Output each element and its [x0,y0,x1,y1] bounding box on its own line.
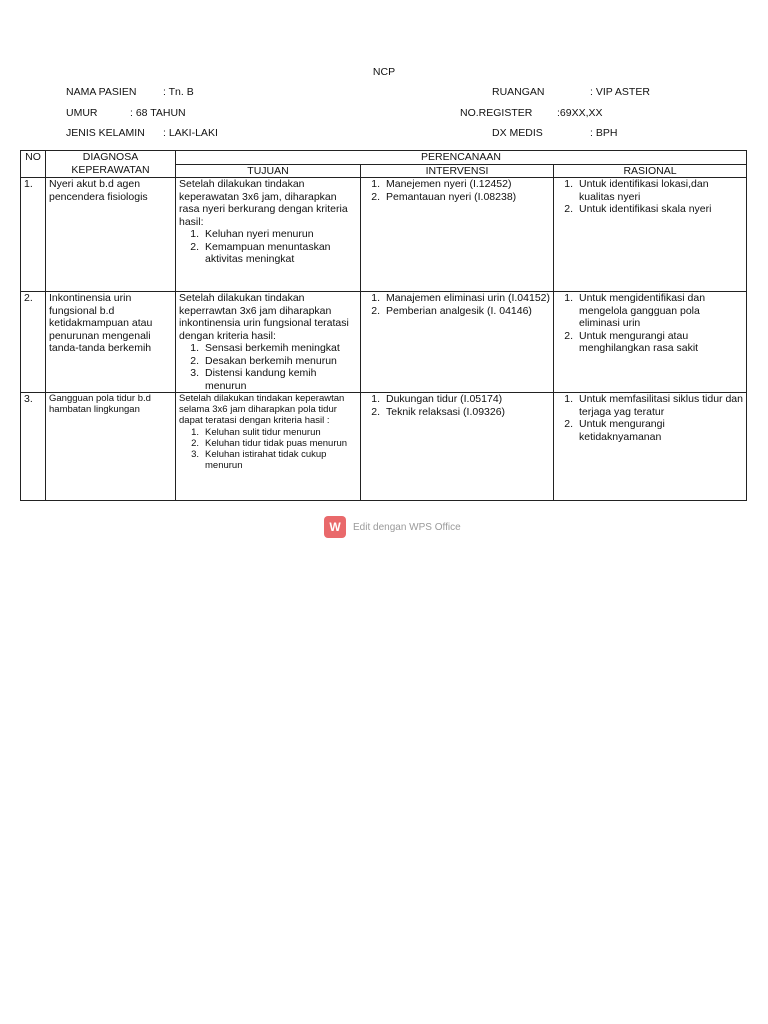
header-diagnosa: DIAGNOSA KEPERAWATAN [46,151,176,178]
tujuan-cell [176,393,361,501]
intervensi-list [364,292,550,317]
header-no: NO [21,151,46,178]
tujuan-criteria-list [179,228,357,266]
rasional-cell [554,292,747,393]
tujuan-criteria-list [179,427,357,472]
list-item: 3. Keluhan istirahat tidak cukup menurun [191,449,327,472]
list-item: 2. Untuk mengurangi ketidaknyamanan [564,418,665,443]
diagnosa-cell: Inkontinensia urin fungsional b.d ketidakmampuan atau penurunan mengenali tanda-tanda berkemih [46,292,176,393]
tujuan-criteria-list [179,342,357,392]
list-item: 3. Distensi kandung kemih menurun [190,367,317,392]
table-row [21,178,747,292]
room-value: : VIP ASTER [590,86,650,98]
rasional-cell [554,178,747,292]
list-item: 1. Sensasi berkemih meningkat [190,342,340,354]
rasional-list [557,292,743,355]
ncp-table [20,150,747,501]
dx-medis-value: : BPH [590,127,618,139]
list-item: 2. Keluhan tidur tidak puas menurun [191,437,348,449]
wps-logo-icon: W [324,516,346,538]
table-row [21,393,747,501]
rasional-cell [554,393,747,501]
wps-edit-link[interactable] [324,516,461,538]
row-number: 1. [21,178,46,292]
tujuan-cell [176,178,361,292]
tujuan-intro: Setelah dilakukan tindakan keperawtan selama 3x6 jam diharapkan pola tidur dapat teratasi dengan kriteria hasil : [179,393,345,427]
header-rasional: RASIONAL [554,164,747,178]
document-title: NCP [372,66,396,78]
header-tujuan: TUJUAN [176,164,361,178]
intervensi-list [364,393,550,418]
patient-sex-label: JENIS KELAMIN [66,127,145,139]
list-item: 1. Untuk memfasilitasi siklus tidur dan terjaga yag teratur [564,393,743,418]
list-item: 1. Manejemen nyeri (I.12452) [371,178,512,190]
row-number: 3. [21,393,46,501]
diagnosa-cell: Gangguan pola tidur b.d hambatan lingkungan [46,393,176,501]
intervensi-cell [361,393,554,501]
tujuan-intro: Setelah dilakukan tindakan keperawatan 3x6 jam, diharapkan rasa nyeri berkurang dengan kriteria hasil: [179,178,348,228]
list-item: 1. Manajemen eliminasi urin (I.04152) [371,292,550,304]
list-item: 2. Kemampuan menuntaskan aktivitas meningkat [190,240,331,265]
intervensi-list [364,178,550,203]
list-item: 1. Keluhan sulit tidur menurun [191,426,321,438]
wps-edit-text: Edit dengan WPS Office [353,521,461,533]
list-item: 2. Pemberian analgesik (I. 04146) [371,304,532,317]
register-label: NO.REGISTER [460,107,533,119]
patient-name-label: NAMA PASIEN [66,86,137,98]
intervensi-cell [361,178,554,292]
list-item: 1. Dukungan tidur (I.05174) [371,393,503,405]
intervensi-cell [361,292,554,393]
list-item: 1. Keluhan nyeri menurun [190,228,314,240]
patient-age-label: UMUR [66,107,98,119]
rasional-list [557,178,743,216]
list-item: 1. Untuk identifikasi lokasi,dan kualitas nyeri [564,178,709,203]
room-label: RUANGAN [492,86,545,98]
list-item: 2. Desakan berkemih menurun [190,354,337,367]
header-perencanaan: PERENCANAAN [176,151,747,165]
list-item: 1. Untuk mengidentifikasi dan mengelola gangguan pola eliminasi urin [564,292,706,329]
tujuan-intro: Setelah dilakukan tindakan keperrawtan 3x6 jam diharapkan inkontinensia urin fungsional teratasi dengan kriteria hasil: [179,292,349,342]
list-item: 2. Untuk identifikasi skala nyeri [564,203,712,215]
dx-medis-label: DX MEDIS [492,127,543,139]
rasional-list [557,393,743,443]
patient-name-value: : Tn. B [163,86,194,98]
patient-sex-value: : LAKI-LAKI [163,127,218,139]
diagnosa-cell: Nyeri akut b.d agen pencendera fisiologis [46,178,176,292]
list-item: 2. Teknik relaksasi (I.09326) [371,405,506,418]
list-item: 2. Pemantauan nyeri (I.08238) [371,190,517,203]
list-item: 2. Untuk mengurangi atau menghilangkan rasa sakit [564,329,699,354]
row-number: 2. [21,292,46,393]
header-intervensi: INTERVENSI [361,164,554,178]
register-value: :69XX,XX [557,107,603,119]
table-row [21,292,747,393]
patient-age-value: : 68 TAHUN [130,107,186,119]
tujuan-cell [176,292,361,393]
